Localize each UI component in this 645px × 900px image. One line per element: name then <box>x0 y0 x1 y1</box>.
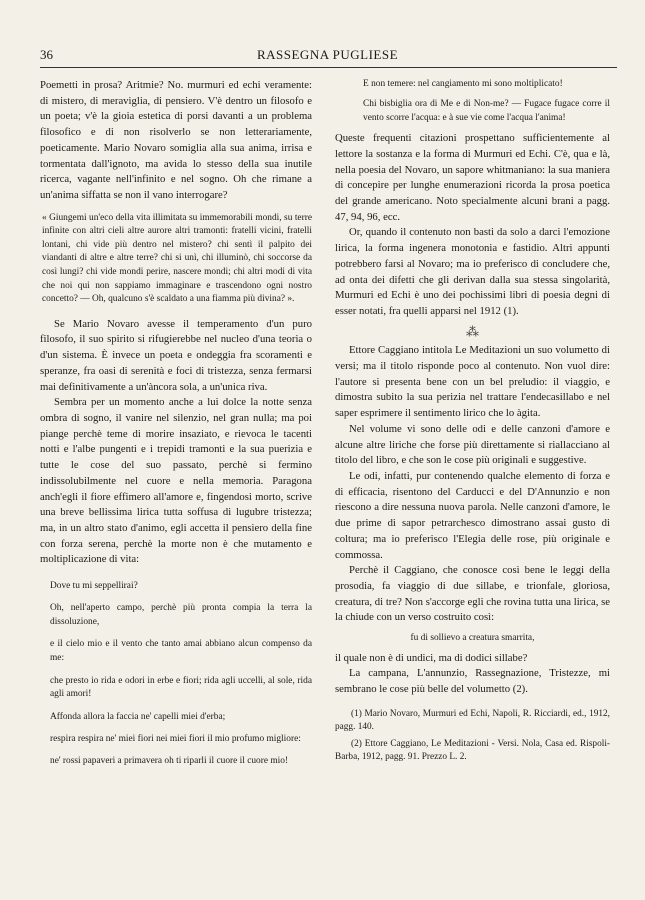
paragraph: Sembra per un momento anche a lui dolce la notte senza ombra di sogno, il vanire nel silenzio, nel gran nulla; ma poi piange perchè teme di morire insaziato, e rievoca le tacenti notti e l'albe pungenti e i trepidi tramonti e la sua puerizia e tutte le cose del suo passato, perchè si fermino indissolubilmente nel cuore e nella memoria. Paragona anch'egli il fiore effimero all'amore e, fingendosi morto, scrive una breve bellissima lirica tutta soffusa di lugubre tristezza; ma, in un altro stato d'animo, egli accetta il pensiero della fine con forza serena, perchè la morte non è che mutamento e moltiplicazione di vita: <box>40 396 312 566</box>
running-header <box>40 47 615 65</box>
paragraph: Poemetti in prosa? Aritmie? No. murmuri ed echi veramente: di mistero, di meraviglia, di pensiero. V'è dentro un filosofo e un poeta; v'è la gioia estetica di porsi davanti a un problema filosofico e di non risolverlo se non letterariamente, poeticamente. Mario Novaro somiglia alla sua anima, irrisa e tormentata dall'ignoto, ma avida lo stesso della sua inutile ricerca, vagante nell'infinito e nel sogno. Oh che rimane a un'anima siffatta se non il vano interrogare? <box>40 79 312 201</box>
section-ornament: ⁂ <box>466 323 479 339</box>
header-rule <box>40 67 617 68</box>
paragraph: Or, quando il contenuto non basti da solo a darci l'emozione lirica, la forma ingenera monotonia e fastidio. Altri appunti potrebbero farsi al Novaro; ma io preferisco di concludere che, ad onta dei difetti che gli derivan dalla sua stessa singolarità, Murmuri ed Echi è uno dei pochissimi libri di poesia degni di esser notati, fra quelli apparsi nel 1912 (1). <box>335 226 610 317</box>
paragraph: Queste frequenti citazioni prospettano sufficientemente al lettore la sostanza e la forma di Murmuri ed Echi. C'è, qua e là, nella poesia del Novaro, un sapore whitmaniano: la sua maniera di concepire per lunghe enumerazioni ricorda la prosa poetica del grande americano. Noto specialmente alcuni brani a pagg. 47, 94, 96, ecc. <box>335 132 610 223</box>
footnote: (2) Ettore Caggiano, Le Meditazioni - Versi. Nola, Casa ed. Rispoli-Barba, 1912, pagg. 91. Prezzo L. 2. <box>335 738 610 763</box>
paragraph: il quale non è di undici, ma di dodici sillabe? <box>335 651 528 664</box>
verse-line: fu di sollievo a creatura smarrita, <box>410 633 535 644</box>
journal-title: RASSEGNA PUGLIESE <box>256 47 399 62</box>
poem-quote <box>40 580 312 769</box>
poem-quote <box>335 78 610 125</box>
poem-stanza: Dove tu mi seppellirai? <box>50 581 138 592</box>
paragraph: La campana, L'annunzio, Rassegnazione, Tristezze, mi sembrano le cose più belle del volumetto (2). <box>335 667 610 696</box>
poem-stanza: Oh, nell'aperto campo, perchè più pronta compia la terra la dissoluzione, <box>50 603 312 628</box>
page-number: 36 <box>40 47 53 62</box>
paragraph: Se Mario Novaro avesse il temperamento d'un puro filosofo, il suo spirito si rifugierebbe nel nucleo d'una teoria o d'un sistema. È invece un poeta e ondeggia fra scoramenti e speranze, fra oasi di serenità e foci di tristezza, senza fermarsi mai definitivamente a un'àncora sola, a un'unica riva. <box>40 317 312 393</box>
poem-stanza: Chi bisbiglia ora di Me e di Non-me? — Fugace fugace corre il vento scorre l'acqua: e à sue vie come l'acqua l'anima! <box>363 99 610 123</box>
poem-stanza: respira respira ne' miei fiori nei miei fiori il mio profumo migliore: <box>50 733 301 744</box>
paragraph: Nel volume vi sono delle odi e delle canzoni d'amore e alcune altre liriche che forse più direttamente si riallacciano al titolo del libro, e che son le cose più originali e suggestive. <box>335 422 610 467</box>
left-column <box>40 78 312 769</box>
right-column <box>335 78 610 765</box>
footnotes <box>335 708 610 765</box>
block-quote: « Giungemi un'eco della vita illimitata su immemorabili mondi, su terre infinite con altri cieli altre aurore altri tramonti: fratelli vicini, fratelli lontani, chi vide più dentro nel mistero? chi sentì il palpito dei viandanti di altre e altre terre? chi si unì, chi illuminò, chi soccorse da così lungi? chi vide mondi perire, nascere mondi; chi altri modi di vita che noi qui non sappiamo immaginare e trascendono ogni nostro concetto? — Oh, qualcuno s'è scaldato a una fiamma più divina? ». <box>42 212 312 305</box>
poem-stanza: che presto io rida e odori in erbe e fiori; rida agli uccelli, al sole, rida agli amori! <box>50 675 312 700</box>
paragraph: Le odi, infatti, pur contenendo qualche elemento di forza e di efficacia, risentono del Carducci e del D'Annunzio e non riescono a dire nessuna nuova parola. Nelle canzoni d'amore, le due prime di sapor petrarchesco dimostrano assai gusto di coltura; ma io preferisco l'Elegia delle rose, più originale e commossa. <box>335 469 610 561</box>
poem-stanza: e il cielo mio e il vento che tanto amai abbiano alcun compenso da me: <box>50 639 312 664</box>
paragraph: Perchè il Caggiano, che conosce così bene le leggi della prosodia, fa viaggio di due sillabe, e trionfale, gloriosa, creatura, di tre? Non s'accorge egli che rovina tutta una lirica, se la chiude con un verso costruito così: <box>335 564 610 624</box>
paragraph: Ettore Caggiano intitola Le Meditazioni un suo volumetto di versi; ma il titolo risponde poco al contenuto. Non vuol dire: l'autore si presenta bene con un bel preludio: il viaggio, e dimostra subito la sua perizia nel trattare l'endecasillabo e nel saper esprimere il sentimento lirico che lo àgita. <box>335 344 610 420</box>
footnote: (1) Mario Novaro, Murmuri ed Echi, Napoli, R. Ricciardi, ed., 1912, pagg. 140. <box>335 708 610 733</box>
poem-stanza: ne' rossi papaveri a primavera oh ti riparli il cuore il cuore mio! <box>50 756 289 767</box>
poem-stanza: E non temere: nel cangiamento mi sono moltiplicato! <box>363 79 563 89</box>
poem-stanza: Affonda allora la faccia ne' capelli miei d'erba; <box>50 711 226 722</box>
